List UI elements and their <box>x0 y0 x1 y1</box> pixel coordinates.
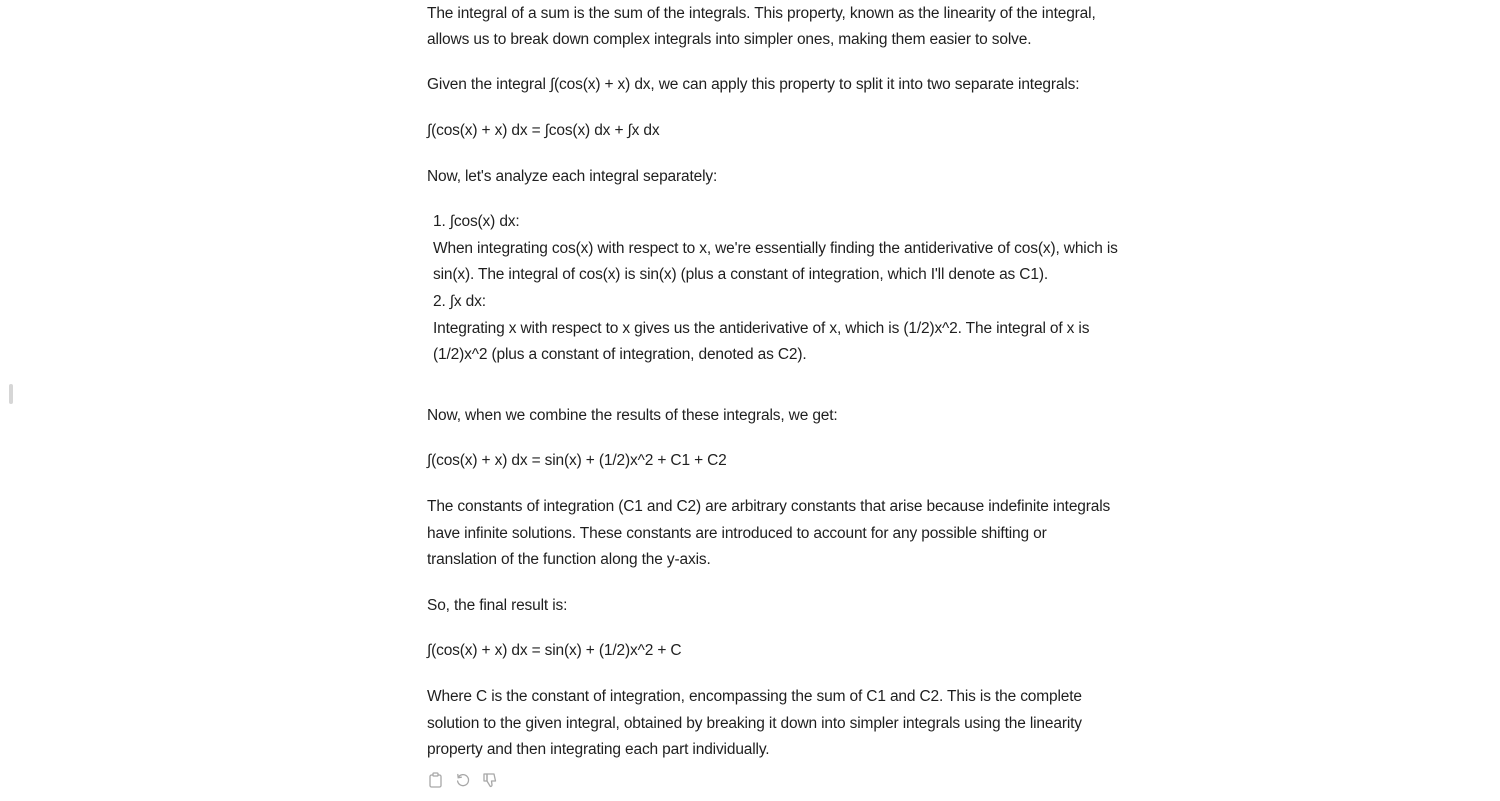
message-line: solution to the given integral, obtained by breaking it down into simpler integrals using the linearity <box>427 715 1082 732</box>
message-line: Given the integral ∫(cos(x) + x) dx, we can apply this property to split it into two separate integrals: <box>427 76 1080 93</box>
message-actions <box>427 771 498 788</box>
list-item-text: sin(x). The integral of cos(x) is sin(x) (plus a constant of integration, which I'll denote as C1). <box>433 266 1048 283</box>
list-item-text: When integrating cos(x) with respect to x, we're essentially finding the antiderivative of cos(x), which is <box>433 240 1118 257</box>
clipboard-icon <box>428 772 443 788</box>
sidebar-resize-handle[interactable] <box>9 384 13 404</box>
list-item-text: (1/2)x^2 (plus a constant of integration, denoted as C2). <box>433 346 807 363</box>
equation-line: ∫(cos(x) + x) dx = ∫cos(x) dx + ∫x dx <box>427 122 660 139</box>
list-item-heading: 1. ∫cos(x) dx: <box>433 213 520 230</box>
message-line: Where C is the constant of integration, encompassing the sum of C1 and C2. This is the complete <box>427 688 1082 705</box>
thumbs-down-icon <box>482 772 498 788</box>
message-line: property and then integrating each part individually. <box>427 741 770 758</box>
message-line: Now, when we combine the results of these integrals, we get: <box>427 407 838 424</box>
regenerate-button[interactable] <box>454 771 471 788</box>
message-line: The integral of a sum is the sum of the integrals. This property, known as the linearity of the integral, <box>427 5 1096 22</box>
message-line: allows us to break down complex integrals into simpler ones, making them easier to solve. <box>427 31 1032 48</box>
equation-line: ∫(cos(x) + x) dx = sin(x) + (1/2)x^2 + C1 + C2 <box>427 452 727 469</box>
message-line: translation of the function along the y-axis. <box>427 551 711 568</box>
message-line: So, the final result is: <box>427 597 568 614</box>
message-line: Now, let's analyze each integral separately: <box>427 168 718 185</box>
copy-button[interactable] <box>427 771 444 788</box>
list-item-heading: 2. ∫x dx: <box>433 293 486 310</box>
list-item-text: Integrating x with respect to x gives us the antiderivative of x, which is (1/2)x^2. The integral of x is <box>433 320 1090 337</box>
equation-line: ∫(cos(x) + x) dx = sin(x) + (1/2)x^2 + C <box>427 642 682 659</box>
message-line: The constants of integration (C1 and C2) are arbitrary constants that arise because indefinite integrals <box>427 498 1111 515</box>
regenerate-icon <box>455 772 471 788</box>
message-line: have infinite solutions. These constants are introduced to account for any possible shifting or <box>427 525 1047 542</box>
dislike-button[interactable] <box>481 771 498 788</box>
